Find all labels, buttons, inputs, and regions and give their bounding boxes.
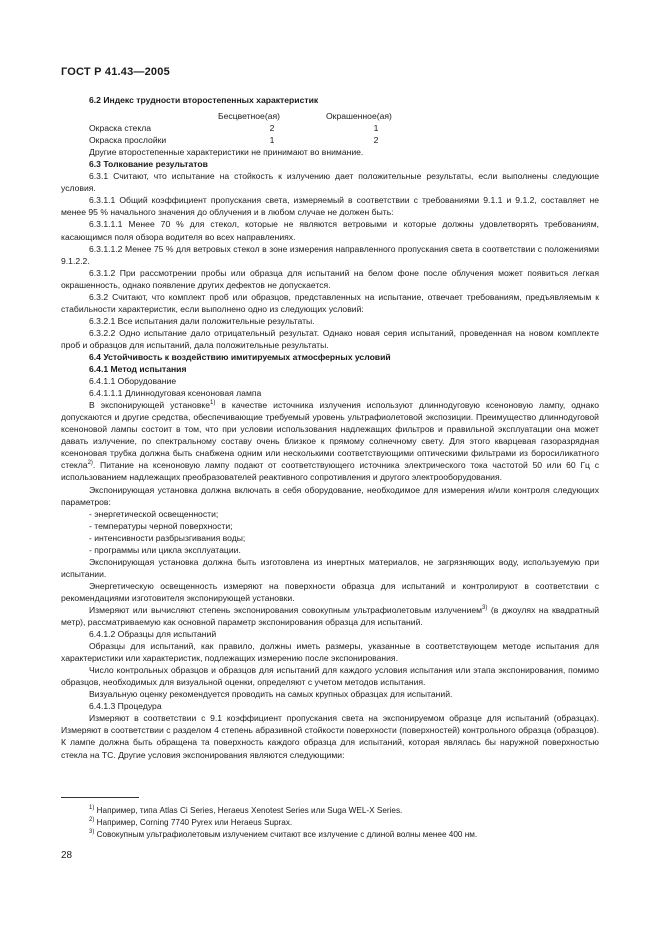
paragraph: Энергетическую освещенность измеряют на поверхности образца для испытаний и контролируют в соответствии с рекомендациями изготовителя экспонирующей установки.	[61, 580, 599, 603]
footnote	[89, 829, 629, 840]
heading-6-2: 6.2 Индекс трудности второстепенных характеристик	[89, 95, 319, 105]
main-text	[61, 94, 599, 761]
text-run: . Питание на ксеноновую лампу подают от соответствующего источника электрического тока частотой 50 или 60 Гц с использованием надлежащих преобразователей реактивного сопротивления и другого электрооборудования.	[61, 460, 599, 483]
list-item: - программы или цикла эксплуатации.	[89, 544, 241, 555]
text-run: В экспонирующей установке	[89, 400, 211, 411]
list-item: - интенсивности разбрызгивания воды;	[89, 532, 246, 543]
list-item: - температуры черной поверхности;	[89, 520, 233, 531]
footnote-mark: 1)	[89, 805, 95, 811]
paragraph: Экспонирующая установка должна включать в себя оборудование, необходимое для измерения и/или контроля следующих параметров:	[61, 484, 599, 507]
paragraph: Другие второстепенные характеристики не принимают во внимание.	[89, 147, 364, 158]
paragraph: 6.3.1 Считают, что испытание на стойкость к излучению дает положительные результаты, если выполнены следующие условия.	[61, 171, 599, 194]
footnote-separator	[61, 797, 139, 798]
paragraph: Измеряют в соответствии с 9.1 коэффициент пропускания света на экспонируемом образце для испытаний (образцах). Измеряют в соответствии с разделом 4 степень абразивной стойкости поверхности (поверхностей) контрольного образца (образцов). К лампе должна быть обращена та поверхность каждого образца для испытаний, которая являлась бы наружной поверхностью стекла на ТС. Другие условия экспонирования являются следующими:	[61, 713, 599, 760]
paragraph: 6.3.2.1 Все испытания дали положительные результаты.	[89, 315, 315, 326]
table-row-label: Окраска прослойки	[89, 135, 167, 146]
text-run: Измеряют или вычисляют степень экспонирования совокупным ультрафиолетовым излучением	[89, 604, 483, 615]
paragraph: 6.4.1.1.1 Длиннодуговая ксеноновая лампа	[89, 388, 262, 399]
footnote-ref: 2)	[87, 460, 93, 467]
paragraph: 6.3.2 Считают, что комплект проб или образцов, представленных на испытание, отвечает требованиям, предъявляемым к стабильности характеристик, если выполнено одно из следующих условий:	[61, 291, 599, 314]
table-cell: 1	[269, 135, 275, 146]
footnote-text: Например, Corning 7740 Pyrex или Heraeus Suprax.	[94, 818, 293, 827]
paragraph: Число контрольных образцов и образцов для испытаний для каждого условия испытания или этапа экспонирования, помимо образцов, необходимых для визуальной оценки, определяют с учетом методов испытания.	[61, 665, 599, 688]
footnote-ref: 3)	[482, 604, 488, 611]
table-header-tinted: Окрашенное(ая)	[326, 111, 392, 122]
footnote-ref: 1)	[210, 400, 216, 407]
footnote-mark: 3)	[89, 829, 95, 835]
footnote	[89, 805, 629, 816]
paragraph: Образцы для испытаний, как правило, должны иметь размеры, указанные в соответствующем методе испытания для характеристики или характеристик, подлежащих измерению после экспонирования.	[61, 641, 599, 664]
table-cell: 2	[373, 135, 379, 146]
list-item: - энергетической освещенности;	[89, 508, 219, 519]
paragraph-uv	[61, 604, 599, 628]
table-corner	[89, 110, 218, 122]
document-header: ГОСТ Р 41.43—2005	[61, 66, 170, 78]
footnote-text: Совокупным ультрафиолетовым излучением считают все излучение с длиной волны менее 400 нм.	[94, 830, 478, 839]
footnote-text: Например, типа Atlas Ci Series, Heraeus Xenotest Series или Suga WEL-X Series.	[94, 806, 403, 815]
paragraph: 6.3.1.1.2 Менее 75 % для ветровых стекол в зоне измерения направленного пропускания света в соответствии с положениями 9.1.2.2.	[61, 243, 599, 266]
text-run: (в джоулях на квадратный метр), рассматриваемую как основной параметр экспонирования образца для испытаний.	[61, 604, 599, 628]
table-cell: 1	[373, 123, 379, 134]
heading-6-4-1: 6.4.1 Метод испытания	[89, 364, 187, 375]
difficulty-index-table	[89, 110, 599, 146]
paragraph: Визуальную оценку рекомендуется проводить на самых крупных образцах для испытаний.	[89, 689, 453, 700]
paragraph: 6.4.1.2 Образцы для испытаний	[89, 629, 217, 640]
paragraph: 6.4.1.3 Процедура	[89, 701, 162, 712]
paragraph: 6.4.1.1 Оборудование	[89, 376, 177, 387]
paragraph: 6.3.1.2 При рассмотрении пробы или образца для испытаний на белом фоне после облучения может появиться легкая окрашенность, однако появление других дефектов не допускается.	[61, 267, 599, 290]
table-header-colorless: Бесцветное(ая)	[218, 111, 280, 122]
paragraph: 6.3.2.2 Одно испытание дало отрицательный результат. Однако новая серия испытаний, проведенная на новом комплекте проб и образцов для испытаний, дала положительные результаты.	[61, 327, 599, 350]
page-number: 28	[61, 850, 73, 861]
table-cell: 2	[269, 123, 275, 134]
paragraph: 6.3.1.1.1 Менее 70 % для стекол, которые не являются ветровыми и которые должны удовлетворять требованиям, касающимся поля обзора водителя во всех направлениях.	[61, 219, 599, 242]
paragraph: Экспонирующая установка должна быть изготовлена из инертных материалов, не загрязняющих воду, используемую при испытании.	[61, 556, 599, 579]
footnote	[89, 817, 629, 828]
heading-6-3: 6.3 Толкование результатов	[89, 159, 208, 170]
paragraph: 6.3.1.1 Общий коэффициент пропускания света, измеряемый в соответствии с требованиями 9.1.1 и 9.1.2, составляет не менее 95 % начального значения до облучения и в любом случае не должен быть:	[61, 195, 599, 218]
table-row-label: Окраска стекла	[89, 123, 151, 134]
heading-6-4: 6.4 Устойчивость к воздействию имитируемых атмосферных условий	[89, 351, 391, 362]
footnote-mark: 2)	[89, 817, 95, 823]
text-run: в качестве источника излучения используют длиннодуговую ксеноновую лампу, однако допускаются и другие средства, обеспечивающие требуемый уровень ультрафиолетовой экспозиции. Преимущество длиннодуговой ксеноновой лампы состоит в том, что при условии использования надлежащих фильтров и правильной эксплуатации она может давать излучение, по спектральному составу очень близкое к прямому солнечному свету. Для этого кварцевая газоразрядная ксеноновая трубка должна быть снабжена одним или несколькими соответствующими оптическими фильтрами из боросиликатного стекла	[61, 400, 599, 471]
paragraph-xenon-lamp	[61, 399, 599, 483]
